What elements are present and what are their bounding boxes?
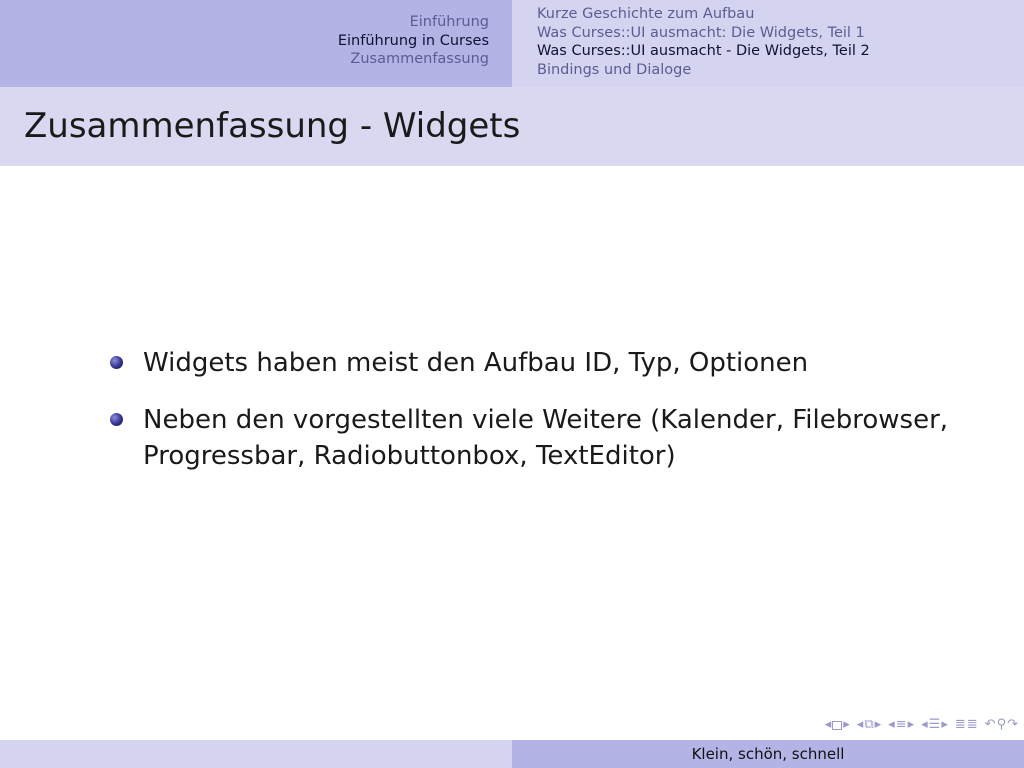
slide-icon[interactable]: [832, 721, 842, 730]
section-link-einfuehrung[interactable]: Einführung: [409, 14, 489, 30]
subsection-link-widgets-teil-1[interactable]: Was Curses::UI ausmacht: Die Widgets, Teil 1: [537, 24, 865, 41]
arrow-left-icon[interactable]: ◂: [888, 717, 895, 732]
subsection-icon[interactable]: ≡: [895, 717, 907, 732]
back-icon[interactable]: ↶: [984, 717, 996, 732]
footer-left: [0, 740, 512, 768]
section-link-zusammenfassung[interactable]: Zusammenfassung: [350, 51, 489, 67]
subsection-link-geschichte[interactable]: Kurze Geschichte zum Aufbau: [537, 6, 755, 22]
nav-subsection-icon[interactable]: [888, 715, 914, 735]
subsection-nav: [512, 0, 1024, 87]
footer-title: Klein, schön, schnell: [512, 740, 1024, 768]
forward-icon[interactable]: ↷: [1007, 717, 1018, 732]
arrow-right-icon[interactable]: ▸: [874, 717, 882, 732]
list-item-text-line-2: Progressbar, Radiobuttonbox, TextEditor): [143, 441, 676, 471]
arrow-right-icon[interactable]: ▸: [843, 717, 850, 732]
arrow-left-icon[interactable]: ◂: [921, 717, 928, 732]
bullet-icon: [110, 413, 123, 426]
section-nav: [0, 0, 512, 87]
frame-title-bar: [0, 87, 1024, 166]
arrow-right-icon[interactable]: ▸: [941, 717, 948, 732]
subsection-link-widgets-teil-2[interactable]: Was Curses::UI ausmacht - Die Widgets, Teil 2: [537, 43, 870, 59]
document-right-icon[interactable]: ≣: [966, 717, 978, 732]
footer-bar: [0, 740, 1024, 768]
frame-icon[interactable]: ⧉: [864, 717, 874, 732]
bullet-icon: [110, 356, 123, 369]
list-item: [110, 402, 970, 474]
section-icon[interactable]: ☰: [928, 717, 941, 732]
subsection-link-bindings-dialoge[interactable]: Bindings und Dialoge: [537, 61, 692, 78]
header-bar: [0, 0, 1024, 87]
document-left-icon[interactable]: ≣: [954, 717, 966, 732]
arrow-left-icon[interactable]: ◂: [824, 717, 832, 732]
frame-title: Zusammenfassung - Widgets: [24, 106, 521, 146]
nav-frame-icon[interactable]: [857, 715, 881, 735]
navigation-controls: [821, 714, 1018, 736]
nav-section-icon[interactable]: [921, 715, 948, 735]
list-item-text: Widgets haben meist den Aufbau ID, Typ, Optionen: [143, 348, 809, 378]
arrow-left-icon[interactable]: ◂: [856, 717, 864, 732]
arrow-right-icon[interactable]: ▸: [907, 717, 915, 732]
list-item-text-line-1: Neben den vorgestellten viele Weitere (Kalender, Filebrowser,: [143, 405, 949, 435]
search-icon[interactable]: ⚲: [996, 717, 1007, 732]
slide-content: [110, 345, 970, 495]
section-link-einfuehrung-in-curses[interactable]: Einführung in Curses: [337, 32, 489, 49]
nav-document-icon[interactable]: [955, 715, 978, 735]
list-item: [110, 345, 970, 381]
nav-search-icon[interactable]: [985, 715, 1018, 735]
nav-slide-icon[interactable]: [825, 715, 850, 735]
